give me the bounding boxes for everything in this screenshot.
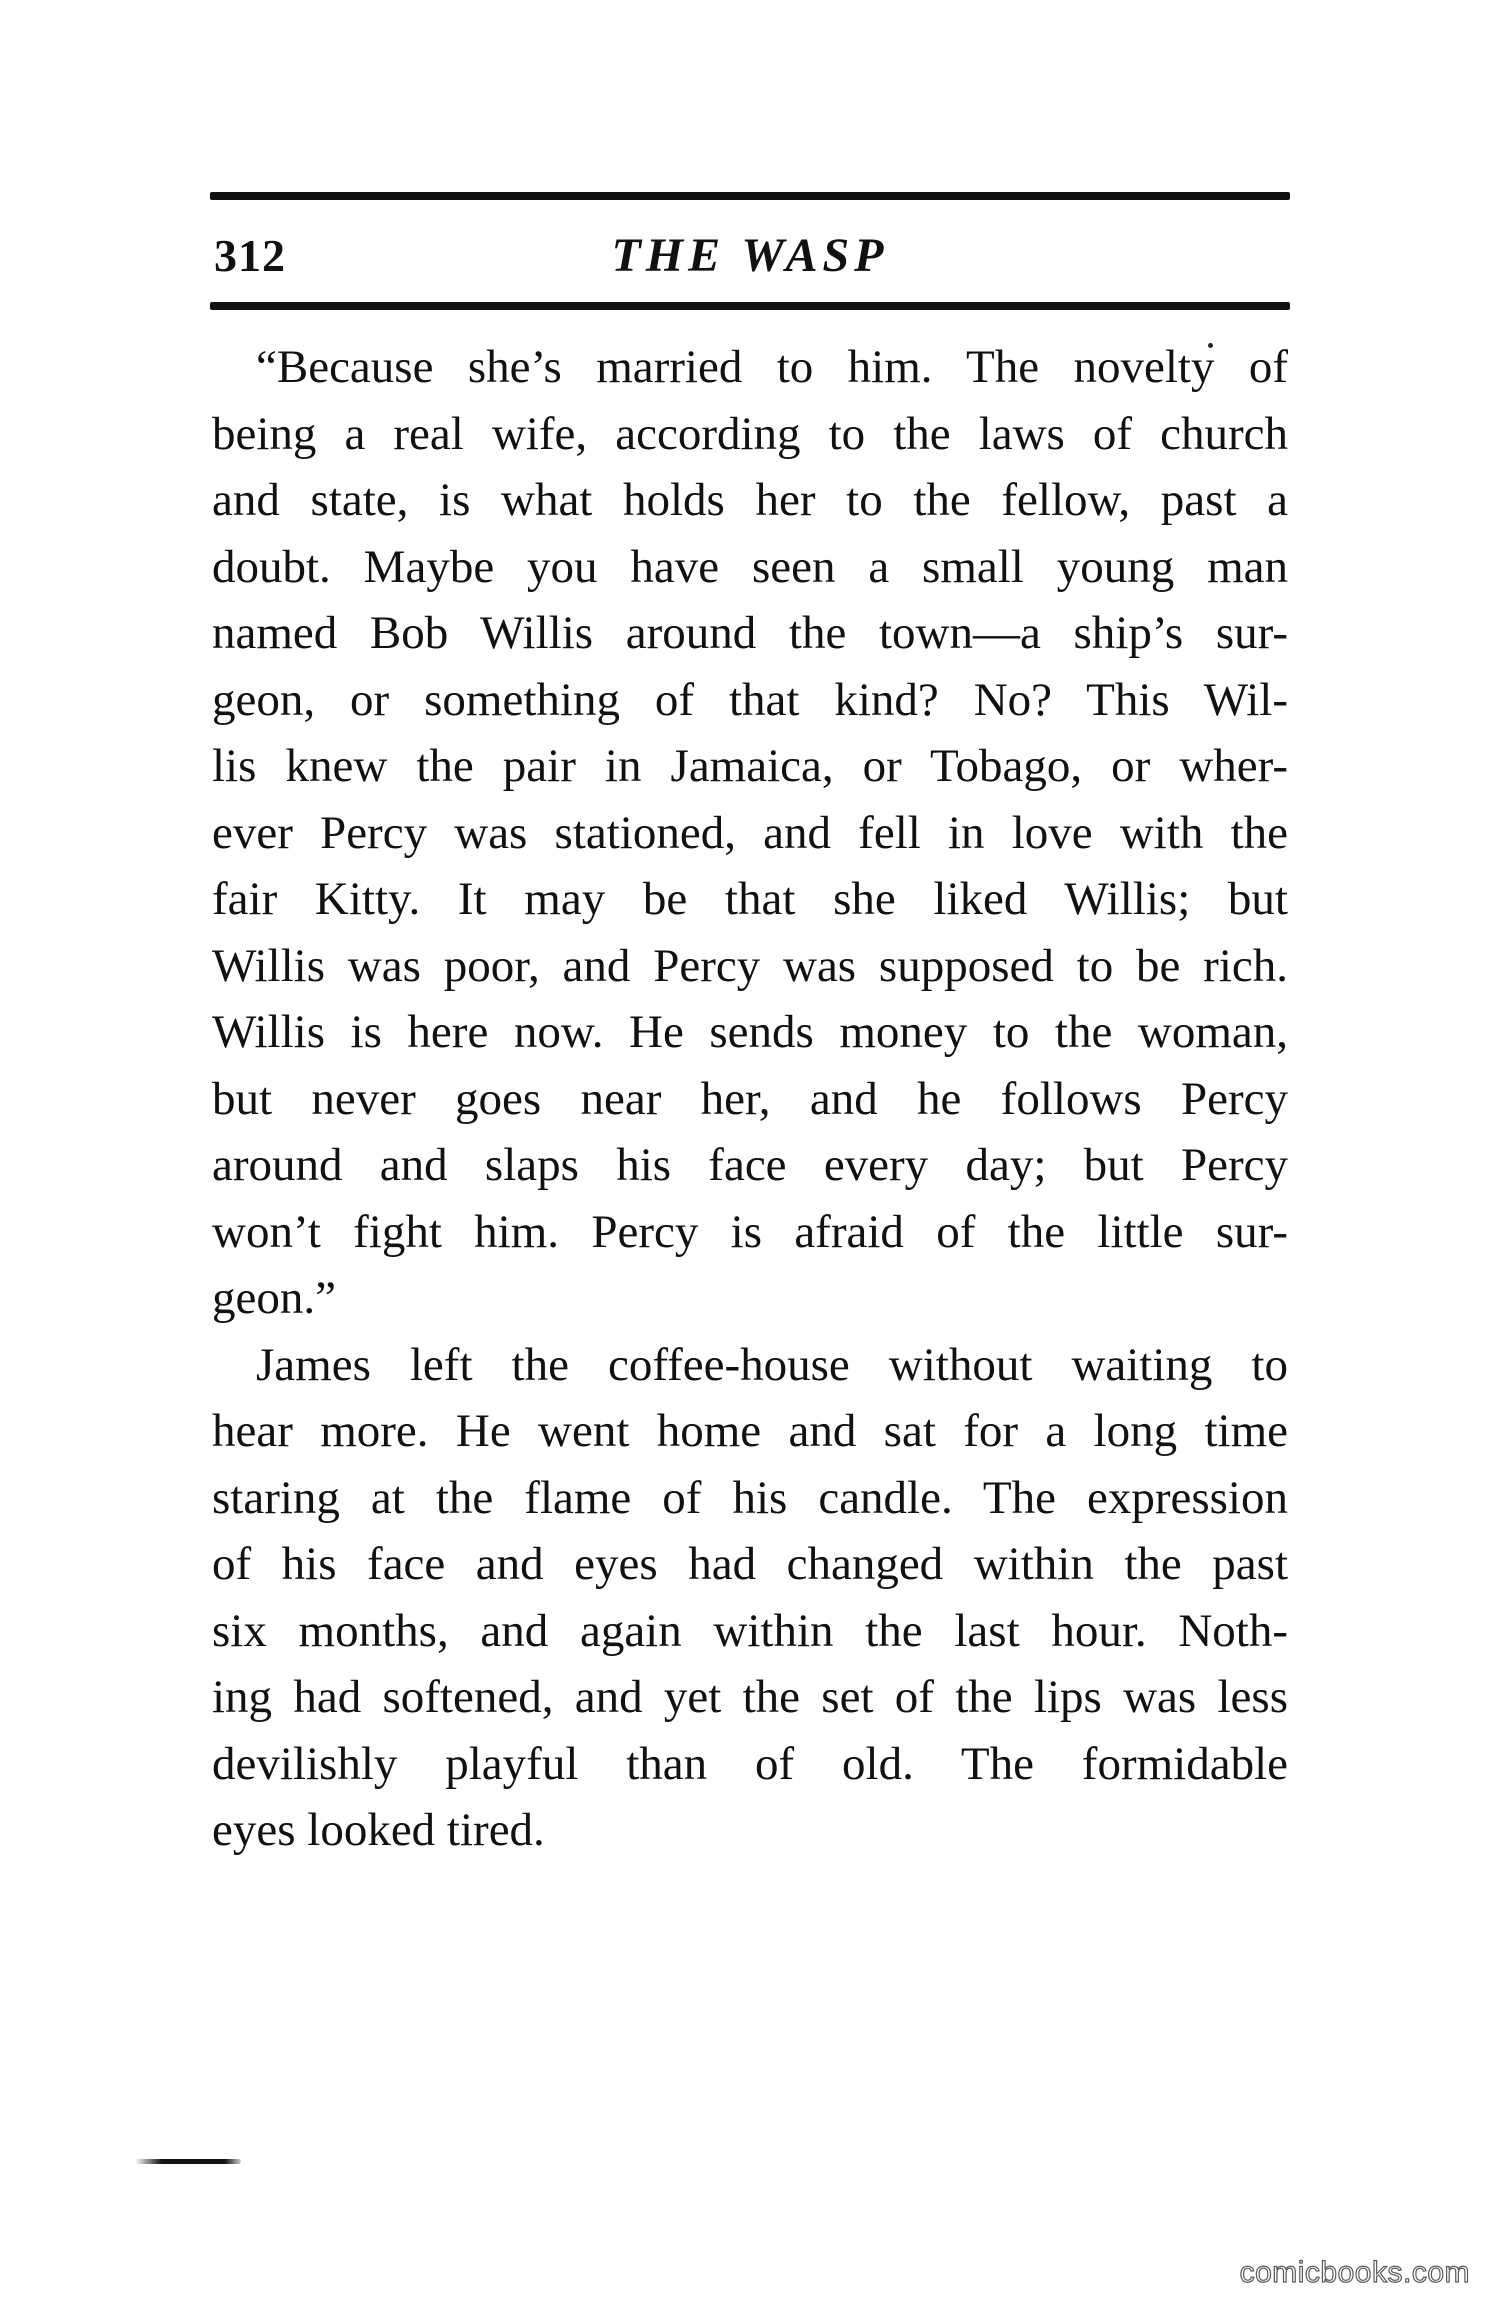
text-line: lis knew the pair in Jamaica, or Tobago, or wher-	[212, 740, 1288, 792]
printer-mark	[135, 2159, 241, 2164]
header-top-rule	[210, 192, 1290, 200]
text-line: eyes looked tired.	[212, 1804, 545, 1856]
page-header	[214, 226, 1286, 286]
text-line: ing had softened, and yet the set of the lips was less	[212, 1671, 1288, 1723]
text-line: “Because she’s married to him. The novelty of	[256, 341, 1288, 393]
text-line: staring at the flame of his candle. The expression	[212, 1471, 1288, 1524]
header-bottom-rule	[210, 302, 1290, 310]
text-line: and state, is what holds her to the fellow, past a	[212, 474, 1288, 526]
text-line: named Bob Willis around the town—a ship’s sur-	[212, 607, 1288, 659]
text-line: doubt. Maybe you have seen a small young man	[212, 540, 1288, 593]
text-line: fair Kitty. It may be that she liked Willis; but	[212, 873, 1288, 925]
running-title: THE WASP	[611, 229, 889, 282]
text-line: James left the coffee-house without waiting to	[256, 1338, 1288, 1391]
text-line: won’t fight him. Percy is afraid of the little sur-	[212, 1205, 1288, 1258]
text-line: but never goes near her, and he follows Percy	[212, 1072, 1288, 1125]
text-line: devilishly playful than of old. The formidable	[212, 1737, 1288, 1790]
text-line: being a real wife, according to the laws of church	[212, 407, 1288, 460]
text-line: ever Percy was stationed, and fell in love with the	[212, 806, 1288, 859]
page-number: 312	[214, 230, 286, 281]
text-line: around and slaps his face every day; but Percy	[212, 1139, 1288, 1191]
text-line: Willis is here now. He sends money to the woman,	[212, 1006, 1288, 1058]
body-text	[212, 334, 1288, 1864]
text-line: hear more. He went home and sat for a long time	[212, 1405, 1288, 1457]
text-line: six months, and again within the last hour. Noth-	[212, 1604, 1288, 1657]
text-line: geon.”	[212, 1272, 336, 1324]
text-line: of his face and eyes had changed within the past	[212, 1538, 1288, 1590]
text-line: Willis was poor, and Percy was supposed to be rich.	[212, 939, 1288, 992]
text-line: geon, or something of that kind? No? This Wil-	[212, 673, 1288, 726]
watermark: comicbooks.com	[1239, 2256, 1470, 2289]
